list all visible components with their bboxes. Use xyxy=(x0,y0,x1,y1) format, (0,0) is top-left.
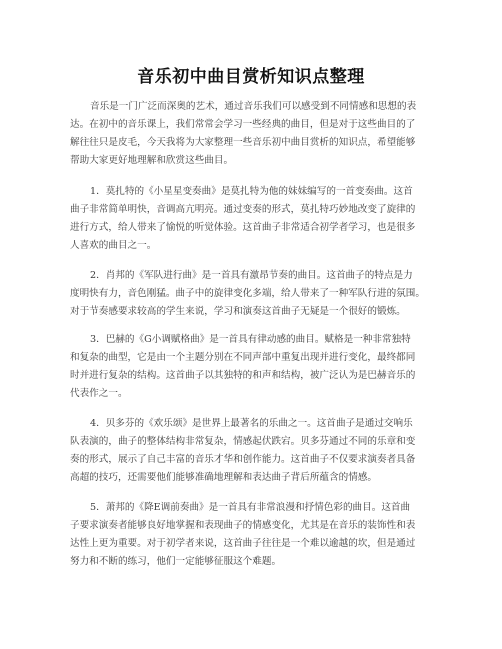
paragraph-line: 队表演的，曲子的整体结构非常复杂，情感起伏跌宕。贝多芬通过不同的乐章和变 xyxy=(70,436,416,447)
paragraph-line: 高超的技巧，还需要他们能够准确地理解和表达曲子背后所蕴含的情感。 xyxy=(70,472,377,483)
paragraph-line: 达。在初中的音乐课上，我们常常会学习一些经典的曲目，但是对于这些曲目的了 xyxy=(70,119,416,130)
paragraph-line: 5．萧邦的《降E调前奏曲》是一首具有非常浪漫和抒情色彩的曲目。这首曲 xyxy=(90,502,411,513)
paragraph-item-1 xyxy=(70,183,432,255)
paragraph-line: 对于节奏感要求较高的学生来说，学习和演奏这首曲子无疑是一个很好的锻炼。 xyxy=(70,306,406,317)
paragraph-intro xyxy=(70,98,432,170)
paragraph-line: 帮助大家更好地理解和欣赏这些曲目。 xyxy=(70,155,234,166)
paragraph-line: 进行方式，给人带来了愉悦的听觉体验。这首曲子非常适合初学者学习，也是很多 xyxy=(70,222,416,233)
paragraph-line: 人喜欢的曲目之一。 xyxy=(70,240,157,251)
paragraph-line: 曲子非常简单明快，音调高亢明亮。通过变奏的形式，莫扎特巧妙地改变了旋律的 xyxy=(70,204,416,215)
paragraph-line: 4．贝多芬的《欢乐颂》是世界上最著名的乐曲之一。这首曲子是通过交响乐 xyxy=(90,418,413,429)
paragraph-item-2 xyxy=(70,267,432,321)
paragraph-item-5 xyxy=(70,499,432,571)
paragraph-line: 和复杂的曲型，它是由一个主题分别在不同声部中重复出现并进行变化，最终都同 xyxy=(70,352,416,363)
paragraph-item-4 xyxy=(70,415,432,487)
paragraph-line: 度明快有力，音色刚猛。曲子中的旋律变化多端，给人带来了一种军队行进的氛围。 xyxy=(70,288,425,299)
paragraph-line: 1．莫扎特的《小星星变奏曲》是莫扎特为他的妹妹编写的一首变奏曲。这首 xyxy=(90,186,413,197)
paragraph-line: 达性上更为重要。对于初学者来说，这首曲子往往是一个难以逾越的坎，但是通过 xyxy=(70,538,416,549)
paragraph-line: 3．巴赫的《G小调赋格曲》是一首具有律动感的曲目。赋格是一种非常独特 xyxy=(90,334,411,345)
paragraph-line: 音乐是一门广泛而深奥的艺术，通过音乐我们可以感受到不同情感和思想的表 xyxy=(90,101,417,112)
paragraph-line: 奏的形式，展示了自己丰富的音乐才华和创作能力。这首曲子不仅要求演奏者具备 xyxy=(70,454,416,465)
paragraph-item-3 xyxy=(70,331,432,403)
paragraph-line: 努力和不断的练习，他们一定能够征服这个难题。 xyxy=(70,556,282,567)
paragraph-line: 代表作之一。 xyxy=(70,388,128,399)
document-title: 音乐初中曲目赏析知识点整理 xyxy=(137,67,365,87)
paragraph-line: 解往往只是皮毛，今天我将为大家整理一些音乐初中曲目赏析的知识点，希望能够 xyxy=(70,137,416,148)
paragraph-line: 2．肖邦的《军队进行曲》是一首具有激昂节奏的曲目。这首曲子的特点是力 xyxy=(90,270,413,281)
paragraph-line: 子要求演奏者能够良好地掌握和表现曲子的情感变化，尤其是在音乐的装饰性和表 xyxy=(70,520,416,531)
paragraph-line: 时并进行复杂的结构。这首曲子以其独特的和声和结构，被广泛认为是巴赫音乐的 xyxy=(70,370,416,381)
